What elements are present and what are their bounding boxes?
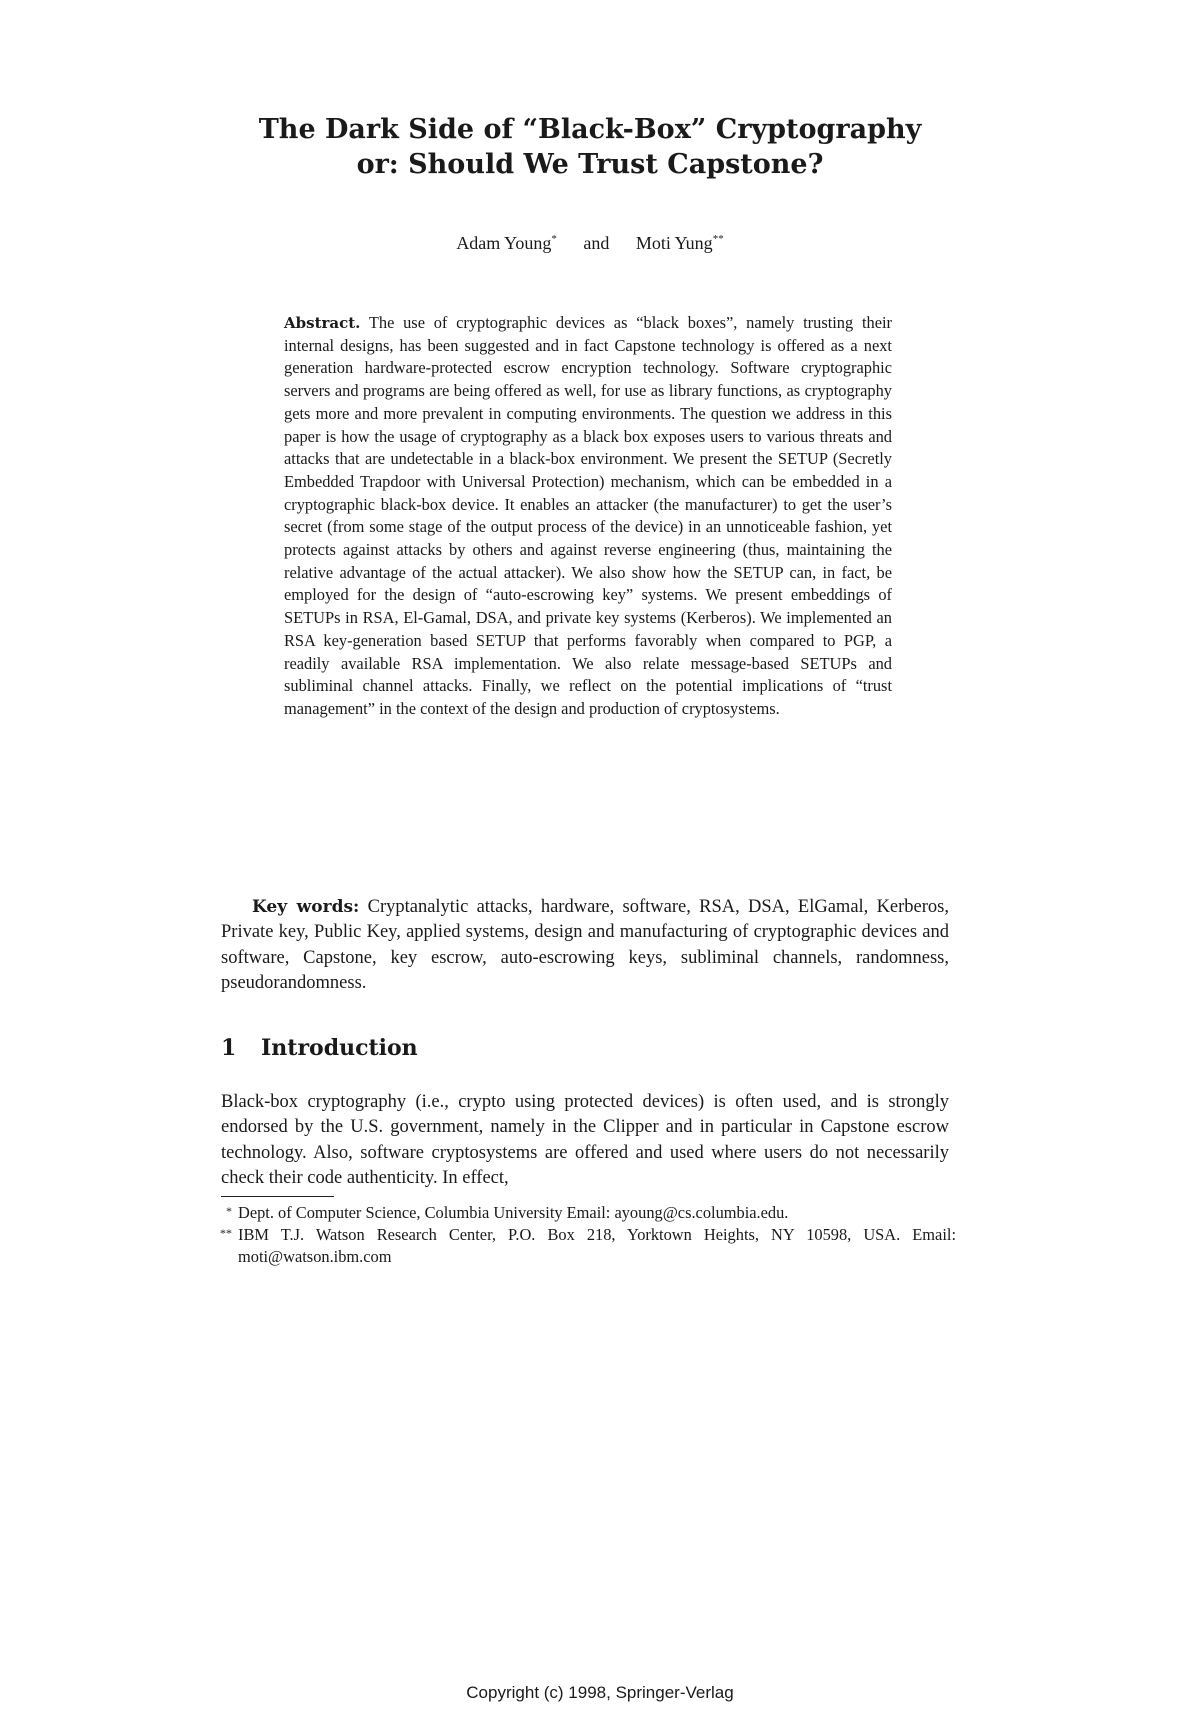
- author-conjunction: and: [583, 233, 610, 253]
- keywords-text: Cryptanalytic attacks, hardware, software, RSA, DSA, ElGamal, Kerberos, Private key, Public Key, applied systems, design and manufacturing of cryptographic devices and software, Capstone, key escrow, auto-escrowing keys, subliminal channels, randomness, pseudorandomness.: [221, 897, 949, 994]
- author-name: Adam Young: [456, 233, 552, 253]
- footnote-text: Dept. of Computer Science, Columbia University Email: ayoung@cs.columbia.edu.: [238, 1203, 789, 1222]
- footnote-mark: *: [226, 1204, 232, 1218]
- footnote-text: IBM T.J. Watson Research Center, P.O. Box 218, Yorktown Heights, NY 10598, USA. Email: moti@watson.ibm.com: [238, 1225, 956, 1266]
- section-title: Introduction: [261, 1035, 418, 1061]
- footnote-mark: **: [220, 1226, 232, 1240]
- abstract: [284, 312, 892, 721]
- footnotes: [208, 1202, 956, 1268]
- section-heading: [221, 1033, 949, 1063]
- title-line-2: or: Should We Trust Capstone?: [356, 149, 824, 180]
- footnote-divider: [221, 1196, 334, 1197]
- keywords-label: Key words:: [252, 897, 360, 917]
- section-number: 1: [221, 1035, 237, 1061]
- author-list: [150, 228, 1030, 254]
- footnote: [208, 1224, 956, 1268]
- copyright-notice: Copyright (c) 1998, Springer-Verlag: [466, 1683, 734, 1702]
- abstract-label: Abstract.: [284, 314, 361, 332]
- body-paragraph: Black-box cryptography (i.e., crypto using protected devices) is often used, and is strongly endorsed by the U.S. government, namely in the Clipper and in particular in Capstone escrow technology. Also, software cryptosystems are offered and used where users do not necessarily check their code authenticity. In effect,: [221, 1092, 949, 1189]
- footnote: [208, 1202, 956, 1224]
- keywords: [221, 895, 949, 997]
- paper-title: [150, 112, 1030, 182]
- title-line-1: The Dark Side of “Black-Box” Cryptography: [258, 114, 922, 145]
- author-footnote-mark: **: [712, 233, 724, 245]
- author-footnote-mark: *: [551, 233, 557, 245]
- abstract-text: The use of cryptographic devices as “black boxes”, namely trusting their internal designs, has been suggested and in fact Capstone technology is offered as a next generation hardware-protected escrow encryption technology. Software cryptographic servers and programs are being offered as well, for use as library functions, as cryptography gets more and more prevalent in computing environments. The question we address in this paper is how the usage of cryptography as a black box exposes users to various threats and attacks that are undetectable in a black-box environment. We present the SETUP (Secretly Embedded Trapdoor with Universal Protection) mechanism, which can be embedded in a cryptographic black-box device. It enables an attacker (the manufacturer) to get the user’s secret (from some stage of the output process of the device) in an unnoticeable fashion, yet protects against attacks by others and against reverse engineering (thus, maintaining the relative advantage of the actual attacker). We also show how the SETUP can, in fact, be employed for the design of “auto-escrowing key” systems. We present embeddings of SETUPs in RSA, El-Gamal, DSA, and private key systems (Kerberos). We implemented an RSA key-generation based SETUP that performs favorably when compared to PGP, a readily available RSA implementation. We also relate message-based SETUPs and subliminal channel attacks. Finally, we reflect on the potential implications of “trust management” in the context of the design and production of cryptosystems.: [284, 313, 892, 718]
- author-name: Moti Yung: [635, 233, 713, 253]
